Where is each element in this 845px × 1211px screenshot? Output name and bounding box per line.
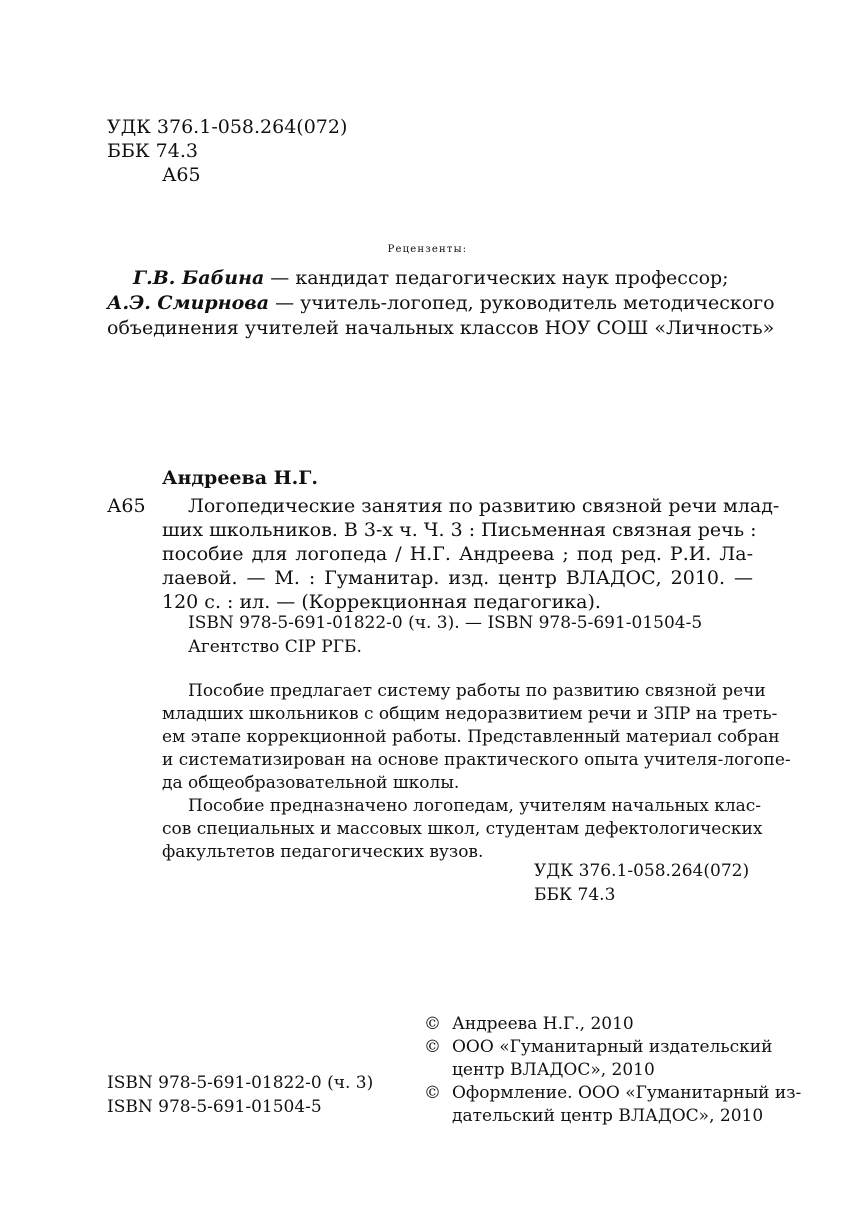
abstract-line: и систематизирован на основе практического опыта учителя-логопе- (162, 750, 791, 770)
abstract-bbk: ББК 74.3 (534, 885, 616, 905)
catalog-agency: Агентство CIP РГБ. (188, 637, 362, 657)
abstract-line: да общеобразовательной школы. (162, 773, 460, 793)
catalog-mark: А65 (107, 495, 146, 517)
copyright-1-text: Андреева Н.Г., 2010 (452, 1014, 634, 1034)
copyright-2 (424, 1036, 772, 1059)
abstract-line: Пособие предназначено логопедам, учителям начальных клас- (188, 796, 762, 816)
copyright-3-cont: дательский центр ВЛАДОС», 2010 (452, 1106, 764, 1126)
author-mark: А65 (162, 164, 201, 186)
copyright-icon: © (424, 1014, 441, 1034)
catalog-isbn: ISBN 978-5-691-01822-0 (ч. 3). — ISBN 978-5-691-01504-5 (188, 613, 703, 633)
catalog-line: ших школьников. В 3-х ч. Ч. 3 : Письменная связная речь : (162, 519, 757, 541)
copyright-2-cont: центр ВЛАДОС», 2010 (452, 1060, 655, 1080)
abstract-udk: УДК 376.1-058.264(072) (534, 861, 750, 881)
isbn-line-1: ISBN 978-5-691-01822-0 (ч. 3) (107, 1073, 374, 1093)
reviewer-1-desc: — кандидат педагогических наук профессор; (264, 267, 729, 289)
reviewer-2 (107, 291, 775, 315)
catalog-line: 120 с. : ил. — (Коррекционная педагогика). (162, 591, 601, 613)
udk-code: УДК 376.1-058.264(072) (107, 116, 348, 138)
copyright-1 (424, 1013, 634, 1036)
reviewers-title: Рецензенты: (387, 244, 468, 255)
catalog-line: Логопедические занятия по развитию связной речи млад- (188, 495, 780, 517)
copyright-icon: © (424, 1083, 441, 1103)
copyright-3-text: Оформление. ООО «Гуманитарный из- (452, 1083, 802, 1103)
abstract-line: сов специальных и массовых школ, студентам дефектологических (162, 819, 763, 839)
copyright-icon: © (424, 1037, 441, 1057)
copyright-3 (424, 1082, 801, 1105)
abstract-line: Пособие предлагает систему работы по развитию связной речи (188, 681, 766, 701)
abstract-line: факультетов педагогических вузов. (162, 842, 484, 862)
bbk-code: ББК 74.3 (107, 140, 198, 162)
reviewer-1-name: Г.В. Бабина (133, 267, 265, 289)
catalog-line: лаевой. — М. : Гуманитар. изд. центр ВЛАДОС, 2010. — (162, 567, 753, 589)
isbn-line-2: ISBN 978-5-691-01504-5 (107, 1097, 322, 1117)
reviewer-2-name: А.Э. Смирнова (107, 292, 270, 314)
abstract-line: младших школьников с общим недоразвитием речи и ЗПР на треть- (162, 704, 778, 724)
copyright-2-text: ООО «Гуманитарный издательский (452, 1037, 773, 1057)
catalog-author: Андреева Н.Г. (162, 467, 318, 489)
reviewer-1 (133, 266, 729, 290)
reviewer-2-desc-cont: объединения учителей начальных классов НОУ СОШ «Личность» (107, 317, 775, 339)
reviewer-2-desc: — учитель-логопед, руководитель методического (269, 292, 775, 314)
abstract-line: ем этапе коррекционной работы. Представленный материал собран (162, 727, 780, 747)
catalog-line: пособие для логопеда / Н.Г. Андреева ; под ред. Р.И. Ла- (162, 543, 753, 565)
